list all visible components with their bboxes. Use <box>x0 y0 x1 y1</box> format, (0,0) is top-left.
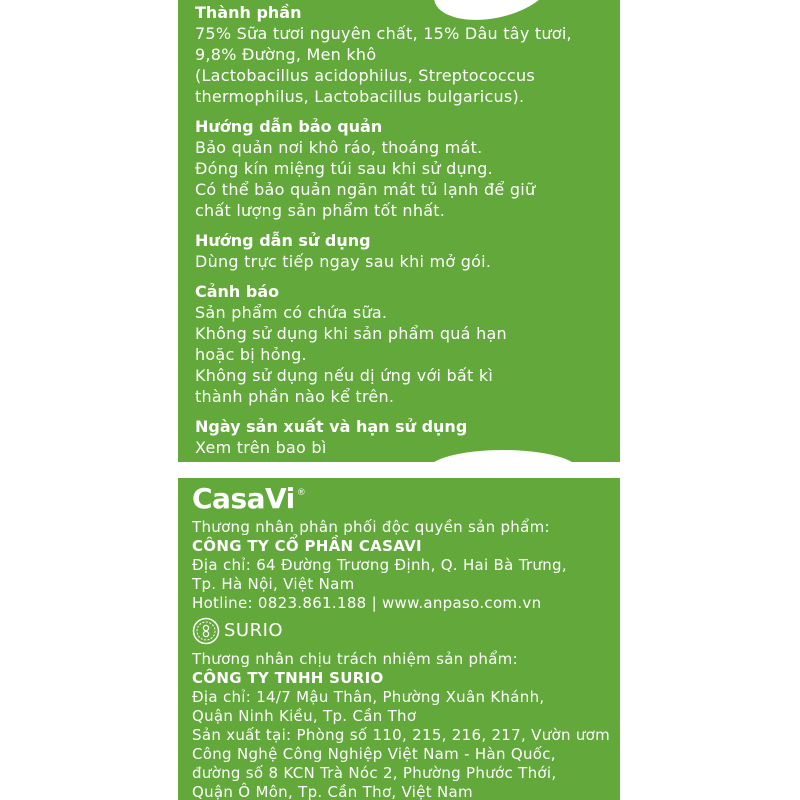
ingredients-section <box>195 2 620 107</box>
section-line: thành phần nào kể trên. <box>195 387 395 406</box>
section-heading: Ngày sản xuất và hạn sử dụng <box>195 417 468 436</box>
section-heading: Hướng dẫn sử dụng <box>195 231 371 250</box>
company-line: Thương nhân chịu trách nhiệm sản phẩm: <box>192 650 518 668</box>
section-line: Có thể bảo quản ngăn mát tủ lạnh để giữ <box>195 180 536 199</box>
company-name: CÔNG TY CỔ PHẦN CASAVI <box>192 537 422 555</box>
section-line: Dùng trực tiếp ngay sau khi mở gói. <box>195 252 492 271</box>
surio-details <box>192 650 620 800</box>
section-line: Xem trên bao bì <box>195 438 327 457</box>
company-info-panel <box>178 478 620 800</box>
casavi-details <box>192 518 620 613</box>
surio-brand <box>192 616 283 646</box>
section-heading: Cảnh báo <box>195 282 280 301</box>
info-sections <box>195 2 620 462</box>
section-line: hoặc bị hỏng. <box>195 345 307 364</box>
casavi-brand <box>192 482 306 516</box>
section-line: (Lactobacillus acidophilus, Streptococcus <box>195 66 535 85</box>
usage-section <box>195 230 620 272</box>
registered-mark: ® <box>296 488 306 498</box>
section-line: Không sử dụng khi sản phẩm quá hạn <box>195 324 507 343</box>
company-line: Công Nghệ Công Nghiệp Việt Nam - Hàn Quốc, <box>192 745 556 763</box>
surio-emblem-icon <box>192 617 220 645</box>
surio-logo: SURIO <box>224 620 284 641</box>
section-line: thermophilus, Lactobacillus bulgaricus). <box>195 87 525 106</box>
dates-section <box>195 416 620 458</box>
company-line: đường số 8 KCN Trà Nóc 2, Phường Phước Thới, <box>192 764 557 782</box>
company-line: Tp. Hà Nội, Việt Nam <box>192 575 355 593</box>
company-line: Địa chỉ: 14/7 Mậu Thân, Phường Xuân Khánh, <box>192 688 545 706</box>
company-line: Hotline: 0823.861.188 | www.anpaso.com.vn <box>192 594 542 612</box>
company-line: Quận Ô Môn, Tp. Cần Thơ, Việt Nam <box>192 783 473 800</box>
casavi-logo: CasaVi <box>192 482 295 515</box>
section-line: Đóng kín miệng túi sau khi sử dụng. <box>195 159 494 178</box>
company-line: Thương nhân phân phối độc quyền sản phẩm: <box>192 518 550 536</box>
section-line: Không sử dụng nếu dị ứng với bất kì <box>195 366 494 385</box>
company-line: Địa chỉ: 64 Đường Trương Định, Q. Hai Bà Trưng, <box>192 556 567 574</box>
company-line: Sản xuất tại: Phòng số 110, 215, 216, 217, Vườn ươm <box>192 726 611 744</box>
section-line: 75% Sữa tươi nguyên chất, 15% Dâu tây tươi, <box>195 24 572 43</box>
warning-section <box>195 281 620 407</box>
section-line: Sản phẩm có chứa sữa. <box>195 303 388 322</box>
storage-section <box>195 116 620 221</box>
section-line: chất lượng sản phẩm tốt nhất. <box>195 201 446 220</box>
company-line: Quận Ninh Kiều, Tp. Cần Thơ <box>192 707 417 725</box>
product-info-panel <box>178 0 620 462</box>
section-line: 9,8% Đường, Men khô <box>195 45 377 64</box>
section-heading: Hướng dẫn bảo quản <box>195 117 383 136</box>
section-heading: Thành phần <box>195 3 302 22</box>
company-name: CÔNG TY TNHH SURIO <box>192 669 384 687</box>
section-line: Bảo quản nơi khô ráo, thoáng mát. <box>195 138 483 157</box>
